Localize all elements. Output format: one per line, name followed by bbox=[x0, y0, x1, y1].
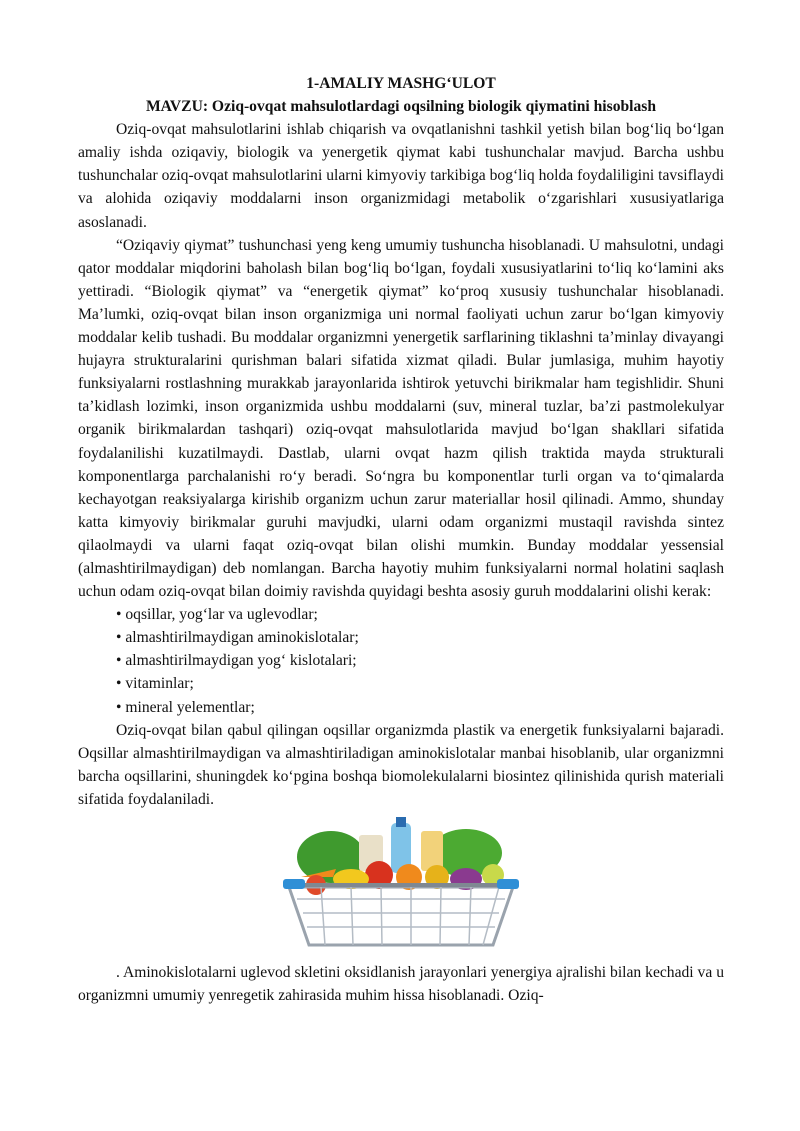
paragraph-1: Oziq-ovqat mahsulotlarini ishlab chiqarish va ovqatlanishni tashkil yetish bilan bog‘liq bo‘lgan amaliy ishda oziqaviy, biologik va yenergetik qiymat kabi tushunchalar mavjud. Barcha ushbu tushunchalar oziq-ovqat mahsulotlarini ularni kimyoviy tarkibiga bog‘liq holda foydaliligini tavsiflaydi va alohida oziqaviy moddalarni inson organizmidagi metabolik o‘zgarishlari xususiyatlariga asoslanadi. bbox=[78, 121, 724, 231]
nutrient-list bbox=[78, 603, 724, 718]
juice-box-shape bbox=[421, 831, 443, 871]
paragraph-3: Oziq-ovqat bilan qabul qilingan oqsillar organizmda plastik va energetik funksiyalarni bajaradi. Oqsillar almashtirilmaydigan va almashtiriladigan aminokislotalar manbai hisoblanib, ular organizmni barcha oqsillarini, shuningdek ko‘pgina boshqa biomolekulalarni biosintez qilinishida qurish materiali sifatida foydalaniladi. bbox=[78, 721, 724, 808]
list-item: • vitaminlar; bbox=[116, 675, 194, 693]
document-title: 1-AMALIY MASHG‘ULOT bbox=[306, 75, 496, 92]
list-item: • almashtirilmaydigan yog‘ kislotalari; bbox=[116, 652, 357, 670]
basket-handle-right bbox=[497, 879, 519, 889]
bottle-cap-shape bbox=[396, 817, 406, 827]
basket-handle-left bbox=[283, 879, 305, 889]
document-subtitle: MAVZU: Oziq-ovqat mahsulotlardagi oqsilning biologik qiymatini hisoblash bbox=[145, 98, 657, 116]
basket-wires-vertical bbox=[321, 887, 499, 945]
paragraph-4: . Aminokislotalarni uglevod skletini oksidlanish jarayonlari yenergiya ajralishi bilan kechadi va u organizmni umumiy yenregetik zahirasida muhim hissa hisoblanadi. Oziq- bbox=[78, 964, 724, 1005]
grocery-basket-image bbox=[261, 817, 541, 955]
paragraph-2: “Oziqaviy qiymat” tushunchasi yeng keng umumiy tushuncha hisoblanadi. U mahsulotni, undagi qator moddalar miqdorini baholash bilan bog‘liq bo‘lgan, foydali xususiyatlarini to‘liq ko‘lamini aks yettiradi. “Biologik qiymat” va “energetik qiymat” ko‘proq xususiy tushunchalar hisoblanadi. Ma’lumki, oziq-ovqat bilan inson organizmiga uni normal faoliyati uchun zarur bo‘lgan kimyoviy moddalar kelib tushadi. Bu moddalar organizmni yenergetik sarflarining tiklashni ta’minlay divayangi hujayra strukturalarini qurishman balari sifatida xizmat qiladi. Bular jumlasiga, muhim hayotiy funksiyalarni rostlashning murakkab jarayonlarida ishtirok yetuvchi birikmalar ham tegishlidir. Shuni ta’kidlash lozimki, inson organizmida ushbu moddalarni (suv, mineral tuzlar, ba’zi pastmolekulyar organik birikmalardan tashqari) oziq-ovqat mahsulotlarida mavjud bo‘lgan shakllari sifatida foydalanilishi kuzatilmaydi. Dastlab, ularni ovqat hazm qilish traktida mayda strukturali komponentlarga parchalanishi ro‘y beradi. So‘ngra bu komponentlar turli organ va to‘qimalarda kechayotgan reaksiyalarga kirishib organizm uchun zarur materiallar hosil qilinadi. Ammo, shunday katta kimyoviy birikmalar guruhi mavjudki, ularni odam organizmi mustaqil ravishda sintez qilaolmaydi va ularni faqat oziq-ovqat bilan olishi mumkin. Bunday moddalar yessensial (almashtirilmaydigan) deb nomlangan. Barcha hayotiy muhim funksiyalarni normal holatini saqlash uchun odam oziq-ovqat bilan doimiy ravishda quyidagi beshta asosiy guruh moddalarini olishi kerak: bbox=[78, 236, 724, 601]
list-item: • oqsillar, yog‘lar va uglevodlar; bbox=[116, 606, 318, 624]
list-item: • mineral yelementlar; bbox=[116, 698, 255, 716]
basket-wires-horizontal bbox=[297, 899, 505, 927]
list-item: • almashtirilmaydigan aminokislotalar; bbox=[116, 629, 359, 647]
document-page bbox=[78, 72, 724, 1007]
